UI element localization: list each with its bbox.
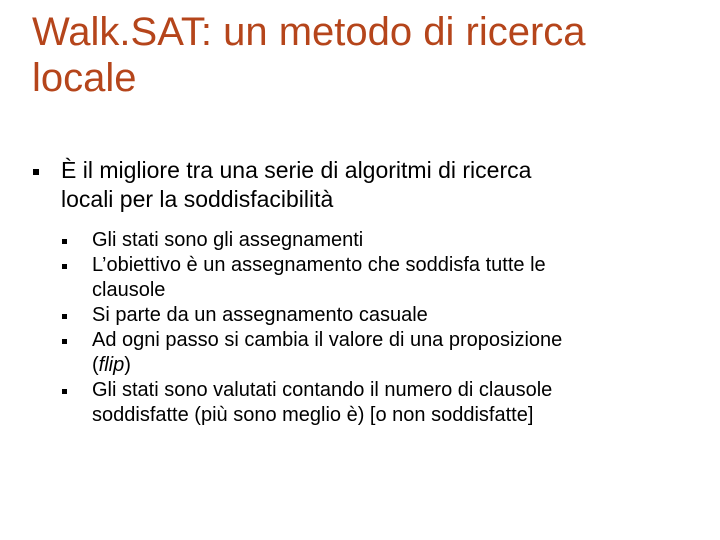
square-bullet-icon: [62, 314, 67, 319]
main-bullet-line-1: È il migliore tra una serie di algoritmi di ricerca: [61, 157, 532, 183]
main-bullet: [32, 156, 692, 214]
sub-bullet-line: Gli stati sono valutati contando il numero di clausole: [92, 379, 553, 401]
slide-body: [32, 156, 692, 428]
sub-bullet-line-2: [92, 353, 692, 378]
sub-bullet-line: Ad ogni passo si cambia il valore di una proposizione: [92, 329, 563, 351]
sub-bullet-line: L’obiettivo è un assegnamento che soddisfa tutte le: [92, 254, 546, 276]
paren-open: (: [92, 354, 99, 376]
main-bullet-line-2: locali per la soddisfacibilità: [61, 186, 334, 212]
sub-bullet-line: Si parte da un assegnamento casuale: [92, 304, 428, 326]
sub-bullet-evaluation: [61, 378, 692, 428]
sub-bullet-states: [61, 228, 692, 253]
square-bullet-icon: [62, 389, 67, 394]
square-bullet-icon: [62, 339, 67, 344]
square-bullet-icon: [62, 264, 67, 269]
sub-bullet-objective: [61, 253, 692, 303]
flip-term: flip: [98, 354, 125, 376]
sub-bullet-line: Gli stati sono gli assegnamenti: [92, 229, 364, 251]
sub-bullet-random-start: [61, 303, 692, 328]
sub-bullet-line: soddisfatte (più sono meglio è) [o non soddisfatte]: [92, 404, 534, 426]
square-bullet-icon: [62, 239, 67, 244]
sub-bullet-list: [32, 228, 692, 428]
sub-bullet-line: clausole: [92, 279, 166, 301]
square-bullet-icon: [33, 169, 39, 175]
slide-title-line-1: Walk.SAT: un metodo di ricerca: [32, 10, 586, 54]
slide-title-line-2: locale: [32, 56, 137, 100]
slide-title: [32, 9, 692, 101]
paren-close: ): [124, 354, 131, 376]
sub-bullet-flip: [61, 328, 692, 378]
